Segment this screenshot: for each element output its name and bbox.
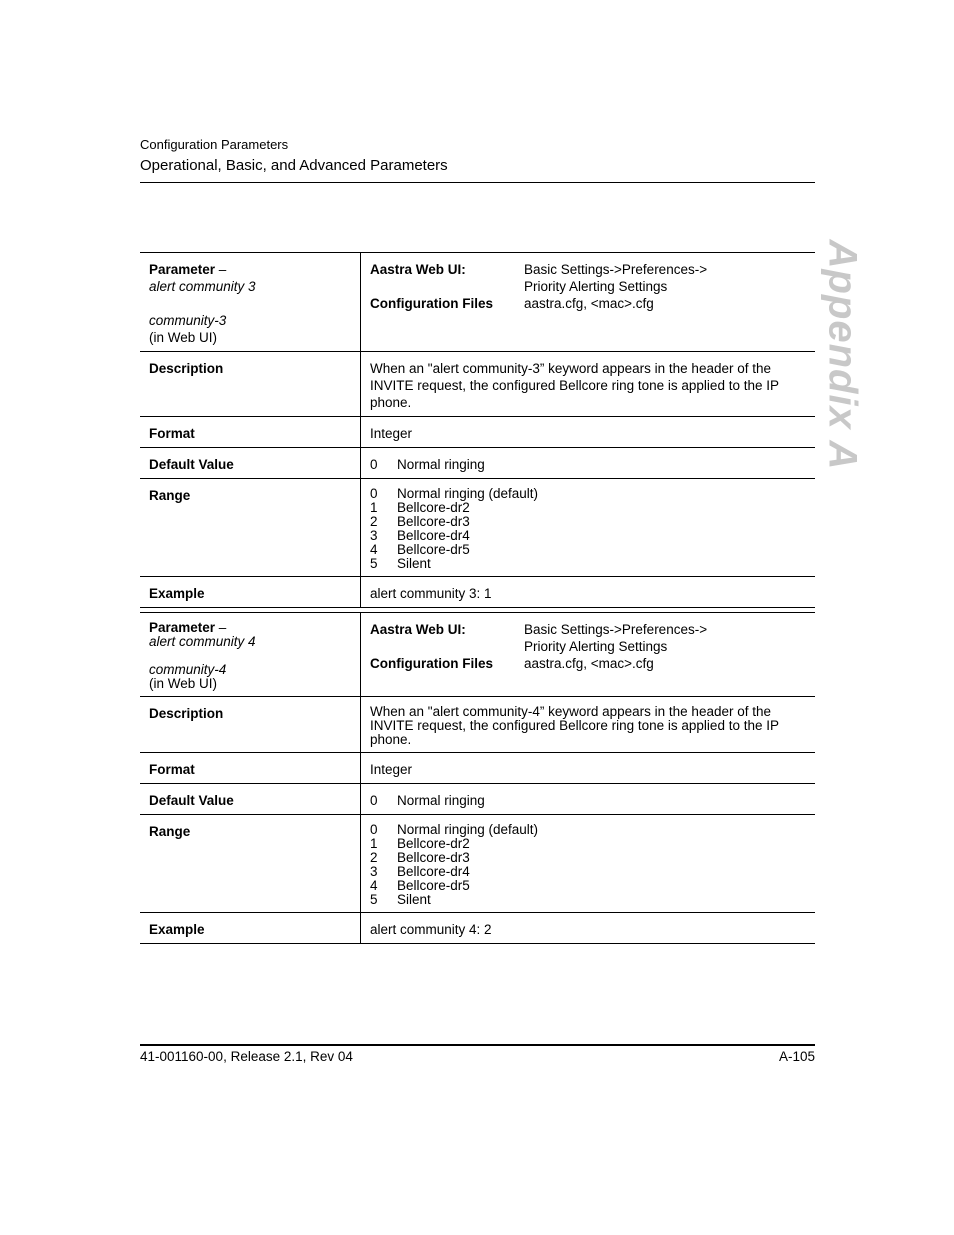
config-files-label: Configuration Files [370,656,493,671]
appendix-side-tab-label: Appendix A [820,239,865,471]
parameter-dash: – [215,262,227,277]
table-row-example [140,913,815,944]
default-value-label: Default Value [140,448,361,479]
parameter-cell [140,253,361,352]
list-item: 2 Bellcore-dr3 [370,850,470,865]
table-row-format [140,753,815,784]
format-value: Integer [370,762,413,777]
table-row-parameter [140,613,815,697]
list-item: 1 Bellcore-dr2 [370,500,470,515]
web-ui-path-1: Basic Settings->Preferences-> [524,262,708,277]
format-label: Format [140,753,361,784]
header-divider [140,182,815,183]
parameter-table-alert-community-4 [140,612,815,944]
location-cell [361,253,816,352]
web-ui-path-2: Priority Alerting Settings [524,639,668,654]
default-value-label: Default Value [140,784,361,815]
range-cell [361,479,816,577]
web-ui-name: community-3 [149,313,227,328]
table-row-description [140,697,815,753]
format-label: Format [140,417,361,448]
list-item: 0 Normal ringing (default) [370,822,539,837]
description-value: When an "alert community-3” keyword appears in the header of the INVITE request, the configured Bellcore ring tone is applied to the IP phone. [370,361,779,410]
default-value-text: Normal ringing [397,793,485,808]
table-row-range [140,479,815,577]
list-item: 5 Silent [370,892,431,907]
list-item: 2 Bellcore-dr3 [370,514,470,529]
web-ui-note: (in Web UI) [149,330,218,345]
list-item: 3 Bellcore-dr4 [370,864,470,879]
table-row-description [140,352,815,417]
parameter-name: alert community 4 [149,634,256,649]
list-item: 0 Normal ringing (default) [370,486,539,501]
table-row-parameter [140,253,815,352]
table-row-example [140,577,815,608]
parameter-table-alert-community-3 [140,252,815,608]
footer-doc-id: 41-001160-00, Release 2.1, Rev 04 [140,1049,353,1064]
appendix-side-tab [820,239,865,471]
web-ui-path-1: Basic Settings->Preferences-> [524,622,708,637]
example-value: alert community 3: 1 [370,586,492,601]
table-row-format [140,417,815,448]
parameter-dash: – [215,620,227,635]
web-ui-note: (in Web UI) [149,676,218,691]
footer-page-number: A-105 [778,1049,815,1064]
list-item: 1 Bellcore-dr2 [370,836,470,851]
description-value: When an "alert community-4” keyword appears in the header of the INVITE request, the configured Bellcore ring tone is applied to the IP phone. [370,704,779,747]
description-label: Description [140,352,361,417]
running-header-subsection: Operational, Basic, and Advanced Parameters [140,157,448,174]
config-files-value: aastra.cfg, <mac>.cfg [524,656,654,671]
default-value-cell [361,448,816,479]
config-files-label: Configuration Files [370,296,493,311]
example-value: alert community 4: 2 [370,922,492,937]
web-ui-label: Aastra Web UI: [370,262,466,277]
default-value-text: Normal ringing [397,457,485,472]
table-row-default-value [140,448,815,479]
web-ui-label: Aastra Web UI: [370,622,466,637]
config-files-value: aastra.cfg, <mac>.cfg [524,296,654,311]
default-value-number: 0 [370,457,378,472]
web-ui-path-2: Priority Alerting Settings [524,279,668,294]
list-item: 3 Bellcore-dr4 [370,528,470,543]
list-item: 4 Bellcore-dr5 [370,542,470,557]
range-label: Range [140,479,361,577]
parameter-cell [140,613,361,697]
parameter-label: Parameter [149,620,216,635]
table-row-default-value [140,784,815,815]
list-item: 5 Silent [370,556,431,571]
default-value-number: 0 [370,793,378,808]
running-header-section: Configuration Parameters [140,137,289,152]
example-label: Example [140,577,361,608]
range-label: Range [140,815,361,913]
web-ui-name: community-4 [149,662,227,677]
description-label: Description [140,697,361,753]
parameter-label: Parameter [149,262,216,277]
example-label: Example [140,913,361,944]
format-value: Integer [370,426,413,441]
default-value-cell [361,784,816,815]
table-row-range [140,815,815,913]
location-cell [361,613,816,697]
footer-divider [140,1044,815,1046]
parameter-name: alert community 3 [149,279,256,294]
list-item: 4 Bellcore-dr5 [370,878,470,893]
range-cell [361,815,816,913]
